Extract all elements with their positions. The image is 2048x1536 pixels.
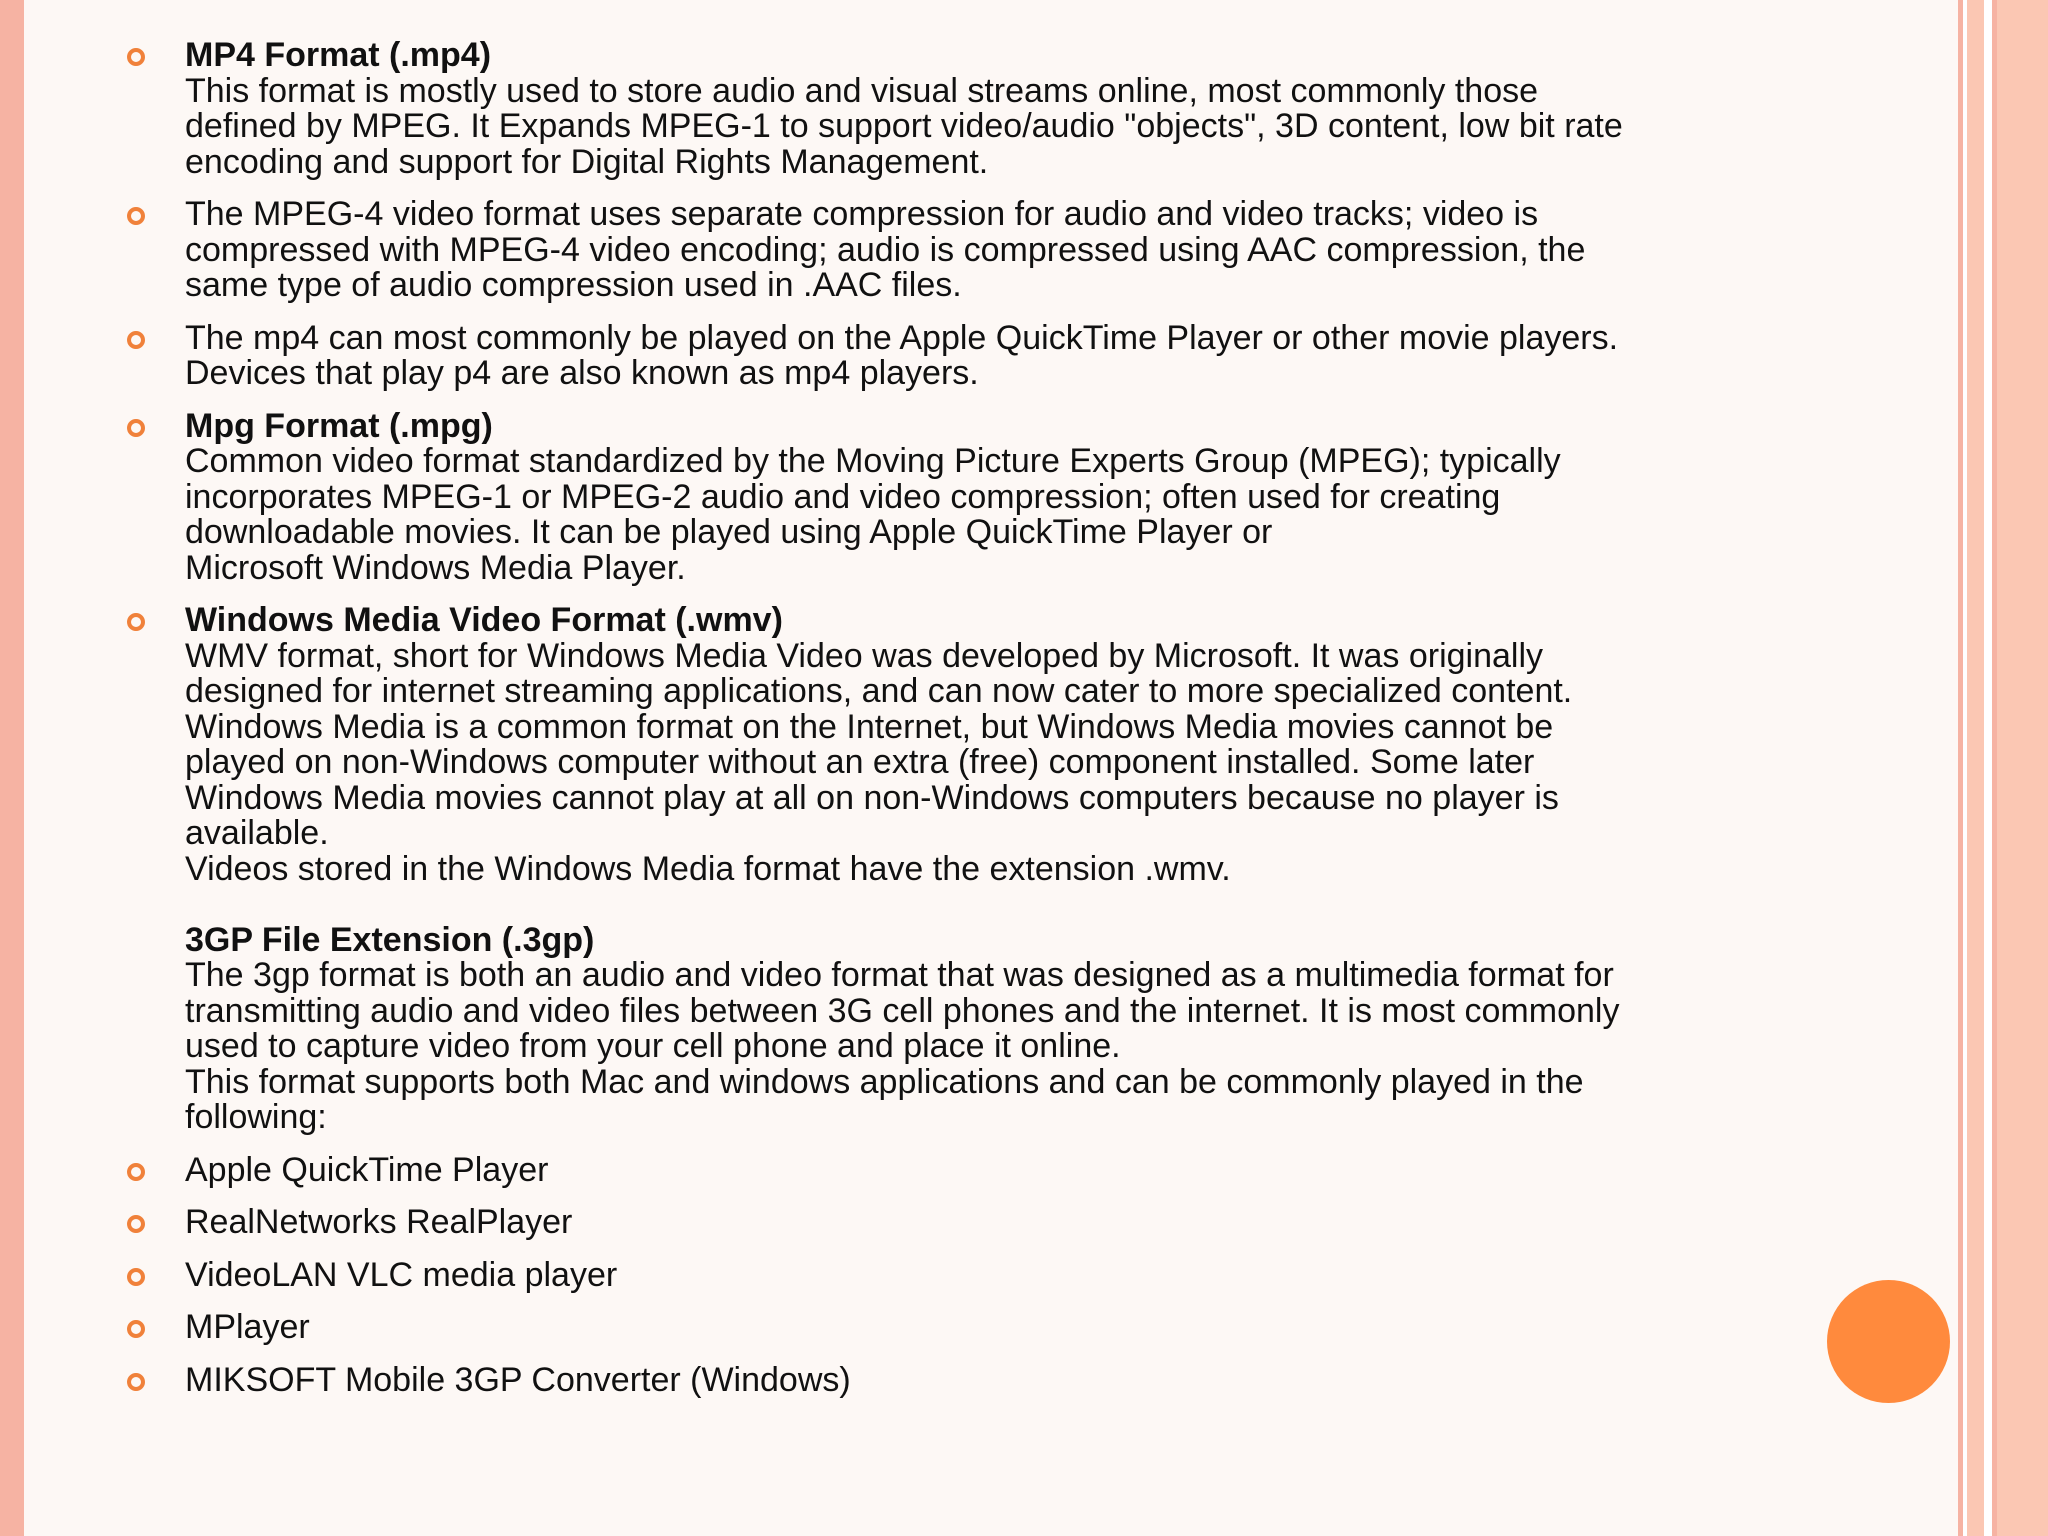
right-border-gap (1984, 0, 1992, 1536)
bullet-circle-icon (127, 1268, 145, 1286)
bullet-item (118, 1310, 1758, 1346)
text-line: The mp4 can most commonly be played on the Apple QuickTime Player or other movie players. (185, 318, 1619, 357)
bullet-item (118, 318, 1758, 392)
text-line: available. (185, 814, 329, 852)
bullet-item (118, 1255, 1758, 1294)
text-line: incorporates MPEG-1 or MPEG-2 audio and video compression; often used for creating (185, 477, 1501, 516)
text-line: VideoLAN VLC media player (185, 1255, 618, 1294)
text-line: defined by MPEG. It Expands MPEG-1 to support video/audio "objects", 3D content, low bit rate (185, 107, 1623, 145)
text-line: Devices that play p4 are also known as mp4 players. (185, 354, 979, 392)
bullet-circle-icon (127, 1163, 145, 1181)
bullet-item (118, 197, 1758, 304)
text-line: compressed with MPEG-4 video encoding; audio is compressed using AAC compression, the (185, 230, 1586, 269)
section-heading: Windows Media Video Format (.wmv) (185, 601, 783, 639)
section-heading: Mpg Format (.mpg) (185, 406, 493, 445)
section-heading: MP4 Format (.mp4) (185, 36, 492, 74)
text-line: MIKSOFT Mobile 3GP Converter (Windows) (185, 1360, 851, 1399)
text-line: MPlayer (185, 1308, 310, 1346)
bullet-item (118, 1360, 1758, 1399)
text-line: played on non-Windows computer without an extra (free) component installed. Some later (185, 743, 1535, 781)
bullet-circle-icon (127, 1373, 145, 1391)
bullet-circle-icon (127, 207, 145, 225)
text-line: Windows Media movies cannot play at all on non-Windows computers because no player is (185, 778, 1559, 817)
text-line: The 3gp format is both an audio and video format that was designed as a multimedia format for (185, 956, 1614, 994)
bullet-circle-icon (127, 419, 145, 437)
text-line: Common video format standardized by the Moving Picture Experts Group (MPEG); typically (185, 442, 1561, 480)
text-line: used to capture video from your cell phone and place it online. (185, 1027, 1121, 1065)
text-line: Microsoft Windows Media Player. (185, 548, 686, 587)
accent-circle (1827, 1280, 1950, 1403)
text-line: designed for internet streaming applications, and can now cater to more specialized content. (185, 672, 1573, 710)
text-line: This format supports both Mac and windows applications and can be commonly played in the (185, 1062, 1584, 1101)
bullet-circle-icon (127, 48, 145, 66)
text-line: transmitting audio and video files between 3G cell phones and the internet. It is most commonly (185, 991, 1620, 1030)
right-border-band (1997, 0, 2048, 1536)
text-line: Apple QuickTime Player (185, 1150, 549, 1189)
bullet-circle-icon (127, 1215, 145, 1233)
left-border-stripe (0, 0, 24, 1536)
text-line: encoding and support for Digital Rights Management. (185, 142, 989, 181)
right-border-band (1967, 0, 1984, 1536)
text-line: following: (185, 1098, 327, 1136)
bullet-circle-icon (127, 331, 145, 349)
spacer (185, 887, 1758, 923)
text-line: The MPEG-4 video format uses separate compression for audio and video tracks; video is (185, 195, 1539, 233)
bullet-item (118, 406, 1758, 587)
bullet-circle-icon (127, 1320, 145, 1338)
section-heading: 3GP File Extension (.3gp) (185, 920, 595, 959)
bullet-circle-icon (127, 613, 145, 631)
text-line: This format is mostly used to store audio and visual streams online, most commonly those (185, 71, 1539, 110)
text-line: same type of audio compression used in .AAC files. (185, 266, 962, 304)
text-line: RealNetworks RealPlayer (185, 1203, 573, 1241)
text-line: Videos stored in the Windows Media format have the extension .wmv. (185, 849, 1231, 888)
bullet-item (118, 603, 1758, 1136)
text-line: Windows Media is a common format on the Internet, but Windows Media movies cannot be (185, 707, 1554, 746)
bullet-item (118, 1150, 1758, 1189)
text-line: WMV format, short for Windows Media Video was developed by Microsoft. It was originally (185, 636, 1544, 675)
text-line: downloadable movies. It can be played using Apple QuickTime Player or (185, 513, 1273, 551)
bullet-item (118, 1205, 1758, 1241)
slide-content (118, 38, 1758, 1415)
bullet-item (118, 38, 1758, 180)
